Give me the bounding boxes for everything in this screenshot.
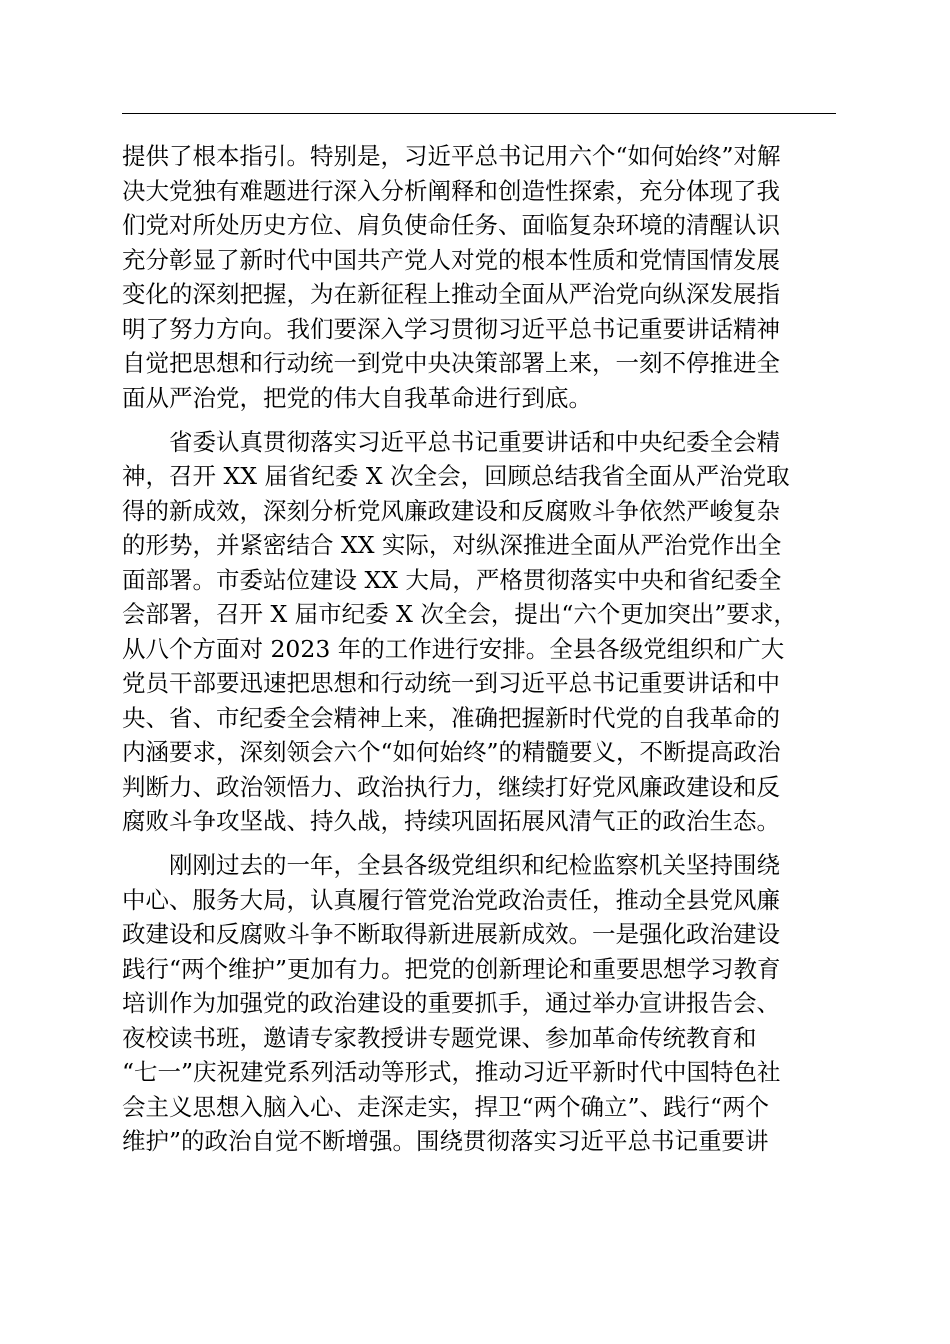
text-line: 腐败斗争攻坚战、持久战，持续巩固拓展风清气正的政治生态。 xyxy=(122,807,780,835)
text-line: “七一”庆祝建党系列活动等形式，推动习近平新时代中国特色社 xyxy=(122,1058,781,1086)
paragraph-2 xyxy=(122,425,836,839)
text-line: 得的新成效，深刻分析党风廉政建设和反腐败斗争依然严峻复杂 xyxy=(122,496,780,525)
text-line: 自觉把思想和行动统一到党中央决策部署上来，一刻不停推进全 xyxy=(122,349,780,377)
text-line: 党员干部要迅速把思想和行动统一到习近平总书记重要讲话和中 xyxy=(122,669,780,697)
text-line: 维护”的政治自觉不断增强。围绕贯彻落实习近平总书记重要讲 xyxy=(122,1127,769,1155)
text-line: 变化的深刻把握，为在新征程上推动全面从严治党向纵深发展指 xyxy=(122,280,780,308)
text-line: 神，召开 XX 届省纪委 X 次全会，回顾总结我省全面从严治党取 xyxy=(122,462,790,490)
text-line: 面部署。市委站位建设 XX 大局，严格贯彻落实中央和省纪委全 xyxy=(122,565,782,594)
text-line: 充分彰显了新时代中国共产党人对党的根本性质和党情国情发展 xyxy=(122,245,780,274)
text-line: 明了努力方向。我们要深入学习贯彻习近平总书记重要讲话精神 xyxy=(122,314,780,343)
paragraph-1 xyxy=(122,139,836,415)
document-body xyxy=(122,139,836,1159)
text-line: 会主义思想入脑入心、走深走实，捍卫“两个确立”、践行“两个 xyxy=(122,1092,770,1121)
text-line: 中心、服务大局，认真履行管党治党政治责任，推动全县党风廉 xyxy=(122,885,780,914)
text-line: 提供了根本指引。特别是，习近平总书记用六个“如何始终”对解 xyxy=(122,142,781,170)
text-line: 面从严治党，把党的伟大自我革命进行到底。 xyxy=(122,383,592,412)
text-line: 夜校读书班，邀请专家教授讲专题党课、参加革命传统教育和 xyxy=(122,1023,757,1052)
text-line: 会部署，召开 X 届市纪委 X 次全会，提出“六个更加突出”要求， xyxy=(122,600,797,628)
text-line: 判断力、政治领悟力、政治执行力，继续打好党风廉政建设和反 xyxy=(122,772,780,801)
text-line: 政建设和反腐败斗争不断取得新进展新成效。一是强化政治建设 xyxy=(122,920,780,948)
text-line: 省委认真贯彻落实习近平总书记重要讲话和中央纪委全会精 xyxy=(169,427,780,456)
text-line: 决大党独有难题进行深入分析阐释和创造性探索，充分体现了我 xyxy=(122,176,780,205)
text-line: 们党对所处历史方位、肩负使命任务、面临复杂环境的清醒认识 xyxy=(122,211,780,239)
text-line: 从八个方面对 2023 年的工作进行安排。全县各级党组织和广大 xyxy=(122,634,785,663)
text-line: 培训作为加强党的政治建设的重要抓手，通过举办宣讲报告会、 xyxy=(122,989,780,1017)
text-line: 内涵要求，深刻领会六个“如何始终”的精髓要义，不断提高政治 xyxy=(122,738,781,766)
text-line: 的形势，并紧密结合 XX 实际，对纵深推进全面从严治党作出全 xyxy=(122,531,782,559)
text-line: 践行“两个维护”更加有力。把党的创新理论和重要思想学习教育 xyxy=(122,954,781,983)
paragraph-3 xyxy=(122,848,836,1159)
header-rule xyxy=(122,113,836,114)
text-line: 刚刚过去的一年，全县各级党组织和纪检监察机关坚持围绕 xyxy=(169,851,780,879)
text-line: 央、省、市纪委全会精神上来，准确把握新时代党的自我革命的 xyxy=(122,703,780,732)
